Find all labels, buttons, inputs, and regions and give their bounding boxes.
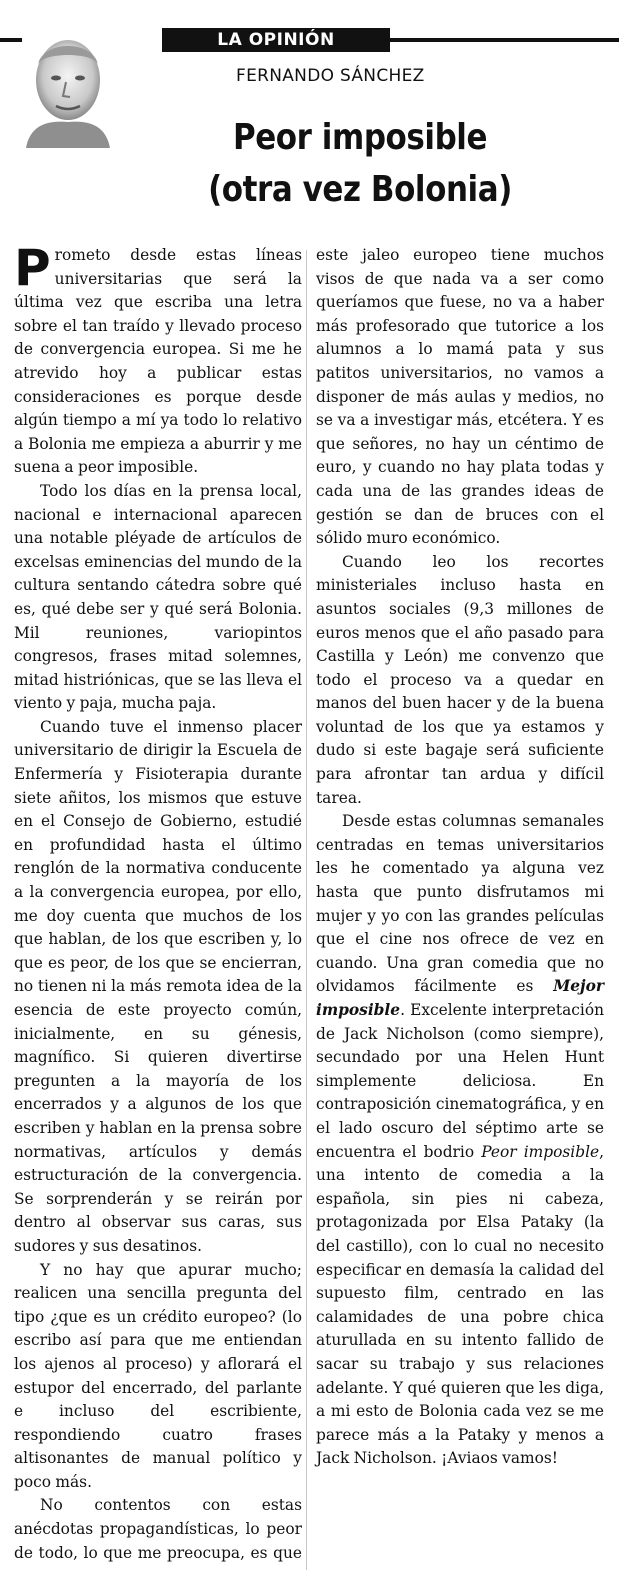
column-divider [306,250,307,1570]
section-label: LA OPINIÓN [162,28,390,52]
paragraph-5: No contentos con estas anécdotas propagandísticas, lo peor de todo, lo que me preocupa, es que [14,1496,302,1562]
paragraph-2: Todo los días en la prensa local, nacional e internacional aparecen una notable pléyade de artículos de excelsas eminencias del mundo de la cultura sentando cátedra sobre qué es, qué debe ser y qué será Bolonia. Mil reuniones, variopintos congresos, frases mitad solemnes, mitad histriónicas, que se las lleva el viento y paja, mucha paja. [14,481,302,713]
article-column-1 [14,239,302,1584]
paragraph-1: Prometo desde estas líneas universitarias que será la última vez que escriba una letra sobre el tan traído y llevado proceso de convergencia europea. Si me he atrevido hoy a publicar estas consideraciones es porque desde algún tiempo a mí ya todo lo relativo a Bolonia me empieza a aburrir y me suena a peor imposible. [14,239,302,477]
headline-line-1: Peor imposible [232,117,488,158]
header-rule-right [390,38,619,42]
author-photo [22,30,114,148]
film-title-mejor-imposible: Mejor imposible [316,977,604,1019]
author-name: FERNANDO SÁNCHEZ [236,66,425,86]
headline-line-2: (otra vez Bolonia) [208,169,512,210]
paragraph-6: Cuando leo los recortes ministeriales incluso hasta en asuntos sociales (9,3 millones de euros menos que el año pasado para Castilla y León) me convenzo que todo el proceso va a quedar en manos del buen hacer y de la buena voluntad de los que ya estamos y dudo si este bagaje será suficiente para afrontar tan ardua y difícil tarea. [316,552,604,807]
paragraph-5-continued: este jaleo europeo tiene muchos visos de que nada va a ser como queríamos que fuese, no va a haber más profesorado que tutorice a los alumnos a lo mamá pata y sus patitos universitarios, no vamos a disponer de más aulas y medios, no se va a investigar más, etcétera. Y es que señores, no hay un céntimo de euro, y cuando no hay plata todas y cada una de las grandes ideas de gestión se dan de bruces con el sólido muro económico. [316,246,604,548]
article-column-2 [316,244,604,1584]
paragraph-4: Y no hay que apurar mucho; realicen una sencilla pregunta del tipo ¿que es un crédito europeo? (lo escribo así para que me entiendan los ajenos al proceso) y aflorará el estupor del encerrado, del parlante e incluso del escribiente, respondiendo cuatro frases altisonantes de manual político y poco más. [14,1260,302,1491]
paragraph-3: Cuando tuve el inmenso placer universitario de dirigir la Escuela de Enfermería y Fisioterapia durante siete añitos, los mismos que estuve en el Consejo de Gobierno, estudié en profundidad hasta el último renglón de la normativa conducente a la convergencia europea, por ello, me doy cuenta que muchos de los que hablan, de los que escriben y, lo que es peor, de los que se encierran, no tienen ni la más remota idea de la esencia de este proyecto común, inicialmente, en su génesis, magnífico. Si quieren divertirse pregunten a la mayoría de los encerrados y a algunos de los que escriben y hablan en la prensa sobre normativas, artículos y demás estructuración de la convergencia. Se sorprenderán y se reirán por dentro al observar sus caras, sus sudores y sus desatinos. [14,717,302,1255]
header-rule-left [0,38,22,42]
headline [171,112,549,216]
paragraph-7: Desde estas columnas semanales centradas en temas universitarios les he comentado ya alguna vez hasta que punto disfrutamos mi mujer y yo con las grandes películas que el cine nos ofrece de vez en cuando. Una gran comedia que no olvidamos fácilmente es Mejor imposible. Excelente interpretación de Jack Nicholson (como siempre), secundado por una Helen Hunt simplemente deliciosa. En contraposición cinematográfica, y en el lado oscuro del séptimo arte se encuentra el bodrio Peor imposible, una intento de comedia a la española, sin pies ni cabeza, protagonizada por Elsa Pataky (la del castillo), con lo cual no necesito especificar en demasía la calidad del supuesto film, centrado en las calamidades de una pobre chica aturullada en su intento fallido de sacar su trabajo y sus relaciones adelante. Y qué quieren que les diga, a mi esto de Bolonia cada vez se me parece más a la Pataky y menos a Jack Nicholson. ¡Aviaos vamos! [316,812,605,1468]
film-title-peor-imposible: Peor imposible [481,1142,600,1161]
drop-cap: P [14,239,51,297]
